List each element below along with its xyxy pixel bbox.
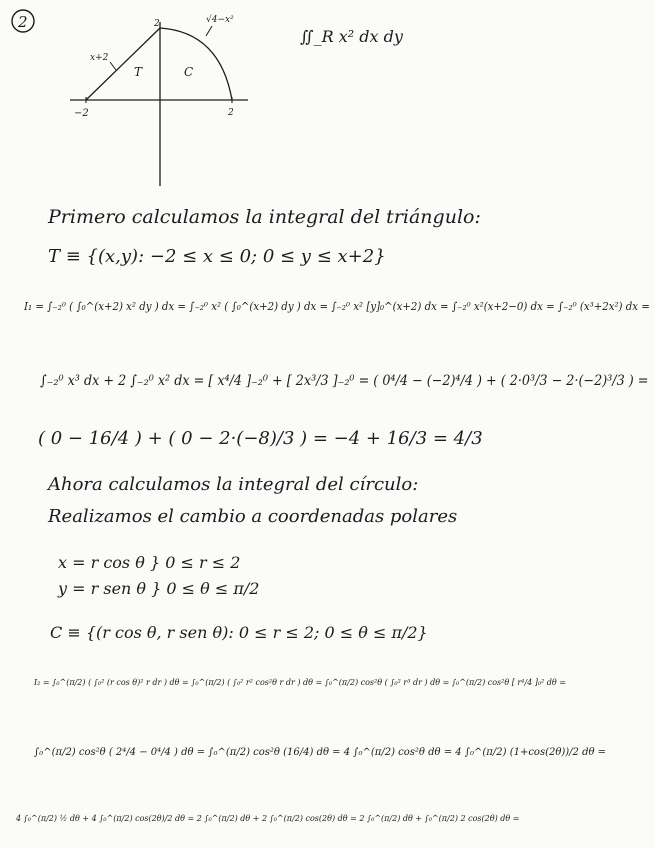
- label-circle: C: [184, 65, 194, 79]
- line-x-plus-2: [86, 28, 160, 100]
- line-I1-result: ( 0 − 16/4 ) + ( 0 − 2·(−8)/3 ) = −4 + 16/3 = 4/3: [38, 428, 483, 449]
- label-sqrt: √4−x²: [206, 15, 234, 25]
- line-circle-set: C ≡ {(r cos θ, r sen θ): 0 ≤ r ≤ 2; 0 ≤ θ ≤ π/2}: [50, 623, 428, 642]
- quarter-circle-arc: [160, 28, 232, 100]
- line-polar-x: x = r cos θ } 0 ≤ r ≤ 2: [58, 553, 241, 572]
- header-integral: ∬_R x² dx dy: [300, 27, 403, 46]
- line-I2-cont: ∫₀^(π/2) cos²θ ( 2⁴/4 − 0⁴/4 ) dθ = ∫₀^(π/2) cos²θ (16/4) dθ = 4 ∫₀^(π/2) cos²θ dθ = 4 ∫₀^(π/2) (1+cos(2θ))/2 dθ =: [34, 747, 607, 758]
- tick-label-x-right: 2: [228, 108, 234, 118]
- line-I1-def: I₁ = ∫₋₂⁰ ( ∫₀^(x+2) x² dy ) dx = ∫₋₂⁰ x² ( ∫₀^(x+2) dy ) dx = ∫₋₂⁰ x² [y]₀^(x+2) dx = ∫₋₂⁰ x²(x+2−0) dx = ∫₋₂⁰ (x³+2x²) dx =: [24, 300, 650, 313]
- line-polar-y: y = r sen θ } 0 ≤ θ ≤ π/2: [58, 579, 260, 598]
- label-line: x+2: [90, 53, 109, 63]
- label-triangle: T: [134, 65, 143, 79]
- problem-number: 2: [18, 13, 28, 31]
- problem-number-circle: [8, 6, 40, 36]
- line-triangle-set: T ≡ {(x,y): −2 ≤ x ≤ 0; 0 ≤ y ≤ x+2}: [48, 246, 386, 267]
- tick-label-x-left: −2: [74, 108, 89, 119]
- tick-label-y-top: 2: [154, 19, 160, 29]
- line-I1-split: ∫₋₂⁰ x³ dx + 2 ∫₋₂⁰ x² dx = [ x⁴/4 ]₋₂⁰ + [ 2x³/3 ]₋₂⁰ = ( 0⁴/4 − (−2)⁴/4 ) + ( 2·0³/3 − 2·(−2)³/3 ) =: [40, 373, 649, 389]
- line-circle-intro: Ahora calculamos la integral del círculo:: [48, 474, 419, 495]
- line-I2-split: 4 ∫₀^(π/2) ½ dθ + 4 ∫₀^(π/2) cos(2θ)/2 dθ = 2 ∫₀^(π/2) dθ + 2 ∫₀^(π/2) cos(2θ) dθ = 2 ∫₀^(π/2) dθ + ∫₀^(π/2) 2 cos(2θ) dθ =: [16, 814, 520, 823]
- line-I2-def: I₂ = ∫₀^(π/2) ( ∫₀² (r cos θ)² r dr ) dθ = ∫₀^(π/2) ( ∫₀² r² cos²θ r dr ) dθ = ∫₀^(π/2) cos²θ ( ∫₀² r³ dr ) dθ = ∫₀^(π/2) cos²θ [ r⁴/4 ]₀² dθ =: [34, 678, 566, 687]
- region-diagram: [60, 8, 260, 188]
- line-triangle-intro: Primero calculamos la integral del triángulo:: [48, 206, 481, 228]
- line-polar-change: Realizamos el cambio a coordenadas polares: [48, 506, 458, 527]
